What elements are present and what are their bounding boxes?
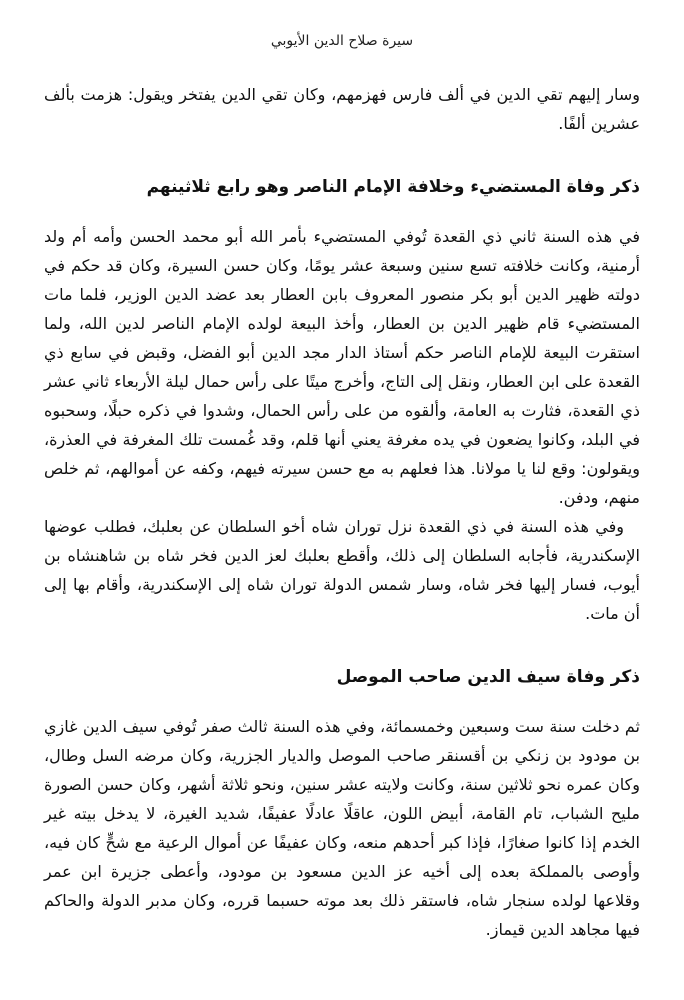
section-heading-1: ذكر وفاة المستضيء وخلافة الإمام الناصر وهو رابع ثلاثينهم	[146, 177, 640, 197]
paragraph-4: ثم دخلت سنة ست وسبعين وخمسمائة، وفي هذه السنة ثالث صفر تُوفي سيف الدين غازي بن مودود بن زنكي بن أقسنقر صاحب الموصل والديار الجزرية، وكان مرضه السل وطال، وكان عمره نحو ثلاثين سنة، وكانت ولايته عشر سنين، ونحو ثلاثة أشهر، وكان حسن الصورة مليح الشباب، تام القامة، أبيض اللون، عاقلًا عادلًا عفيفًا، شديد الغيرة، لا يدخل بيته غير الخدم إذا كانوا صغارًا، فإذا كبر أحدهم منعه، وكان عفيفًا عن أموال الرعية مع شحٍّ كان فيه، وأوصى بالمملكة بعده إلى أخيه عز الدين مسعود بن مودود، وأعطى جزيرة ابن عمر وقلاعها لولده سنجار شاه، فاستقر ذلك بعد موته حسبما قرره، وكان مدبر الدولة والحاكم فيها مجاهد الدين قيماز.	[44, 717, 640, 939]
paragraph-3: وفي هذه السنة في ذي القعدة نزل توران شاه أخو السلطان عن بعلبك، فطلب عوضها الإسكندرية، فأجابه السلطان إلى ذلك، وأقطع بعلبك لعز الدين فخر شاه بن شاهنشاه بن أيوب، فسار إليها فخر شاه، وسار شمس الدولة توران شاه إلى الإسكندرية، وأقام بها إلى أن مات.	[44, 517, 640, 623]
section-heading-2: ذكر وفاة سيف الدين صاحب الموصل	[336, 667, 640, 687]
running-head: سيرة صلاح الدين الأيوبي	[270, 33, 414, 49]
paragraph-2: في هذه السنة ثاني ذي القعدة تُوفي المستضيء بأمر الله أبو محمد الحسن وأمه أم ولد أرمنية، وكانت خلافته تسع سنين وسبعة عشر يومًا، وكان حسن السيرة، وكان قد حكم في دولته ظهير الدين أبو بكر منصور المعروف بابن العطار بعد عضد الدين الوزير، فلما مات المستضيء قام ظهير الدين بن العطار، وأخذ البيعة لولده الإمام الناصر لدين الله، ولما استقرت البيعة للإمام الناصر حكم أستاذ الدار مجد الدين أبو الفضل، وقبض في سابع ذي القعدة على ابن العطار، ونقل إلى التاج، وأخرج ميتًا على رأس حمال ليلة الأربعاء ثاني عشر ذي القعدة، فثارت به العامة، وألقوه من على رأس الحمال، وشدوا في ذكره حبلًا، وسحبوه في البلد، وكانوا يضعون في يده مغرفة يعني أنها قلم، وقد غُمست تلك المغرفة في العذرة، ويقولون: وقع لنا يا مولانا. هذا فعلهم به مع حسن سيرته فيهم، وكفه عن أموالهم، ثم خلص منهم، ودفن.	[44, 227, 640, 507]
paragraph-1: وسار إليهم تقي الدين في ألف فارس فهزمهم، وكان تقي الدين يفتخر ويقول: هزمت بألف عشرين ألفًا.	[44, 85, 640, 133]
